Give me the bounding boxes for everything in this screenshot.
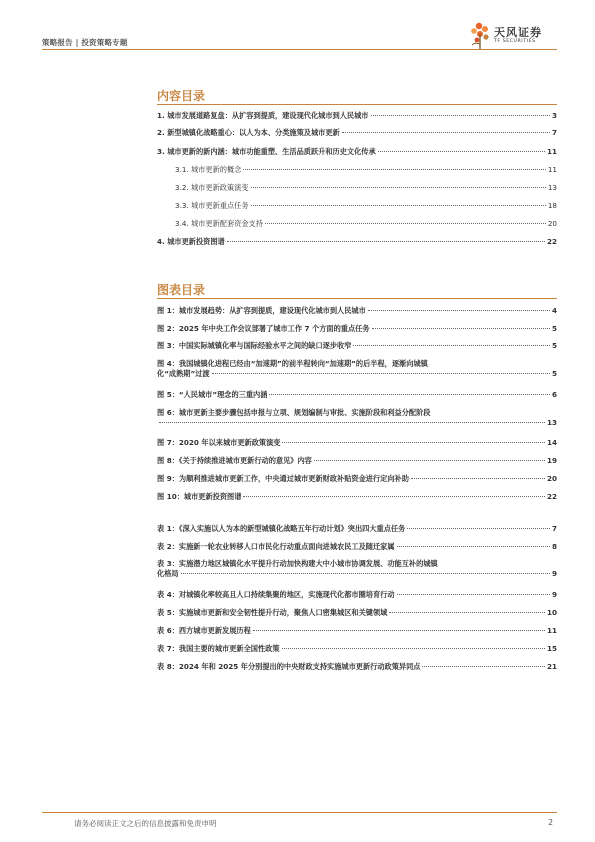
figure-entry[interactable] — [157, 456, 557, 466]
leader-dots — [253, 630, 545, 631]
table-label: 表 3：实施潜力地区城镇化水平提升行动加快构建大中小城市协调发展、功能互补的城镇 — [157, 559, 438, 568]
table-label: 表 2：实施新一轮农业转移人口市民化行动重点面向进城农民工及随迁家属 — [157, 542, 395, 551]
table-entry[interactable] — [157, 559, 557, 579]
table-page: 21 — [546, 662, 557, 671]
toc-item-label: 2. 新型城镇化战略重心：以人为本、分类施策及城市更新 — [157, 128, 340, 137]
leader-dots — [353, 345, 550, 346]
leader-dots — [368, 310, 550, 311]
figure-entry[interactable] — [157, 390, 557, 400]
leader-dots — [159, 422, 545, 423]
figure-label: 图 3：中国实际城镇化率与国际经验水平之间的缺口逐步收窄 — [157, 341, 352, 350]
figure-entry[interactable] — [157, 306, 557, 316]
leader-dots — [251, 187, 546, 188]
table-label: 表 8：2024 年和 2025 年分别提出的中央财政支持实施城市更新行动政策异同点 — [157, 662, 421, 671]
footer-divider — [42, 812, 557, 813]
table-label: 表 7：我国主要的城市更新全国性政策 — [157, 644, 280, 653]
leader-dots — [269, 394, 550, 395]
toc-subitem[interactable] — [175, 219, 557, 229]
toc-item-label: 3.2. 城市更新政策演变 — [175, 183, 249, 192]
table-entry[interactable] — [157, 644, 557, 654]
leader-dots — [251, 205, 546, 206]
table-page: 9 — [551, 569, 557, 578]
leader-dots — [371, 115, 550, 116]
table-page: 15 — [546, 644, 557, 653]
table-entry[interactable] — [157, 662, 557, 672]
leader-dots — [397, 594, 550, 595]
figure-label: 图 10：城市更新投资图谱 — [157, 492, 242, 501]
leader-dots — [282, 442, 545, 443]
leader-dots — [265, 223, 546, 224]
header-divider — [42, 49, 557, 50]
figure-page: 4 — [551, 306, 557, 315]
toc-item-label: 3.4. 城市更新配套资金支持 — [175, 219, 263, 228]
toc-item[interactable] — [157, 147, 557, 157]
leader-dots — [422, 666, 545, 667]
toc-item[interactable] — [157, 128, 557, 138]
table-entry[interactable] — [157, 608, 557, 618]
leader-dots — [314, 460, 545, 461]
figure-entry[interactable] — [157, 408, 557, 428]
footer-disclaimer: 请务必阅读正文之后的信息披露和免责申明 — [74, 819, 217, 828]
figure-label-cont: 化“成熟期”过渡 — [157, 369, 210, 378]
logo-subtext: TF SECURITIES — [494, 39, 536, 44]
figure-page: 5 — [551, 369, 557, 378]
table-page: 10 — [546, 608, 557, 617]
figure-page: 13 — [546, 418, 557, 427]
toc-item[interactable] — [157, 111, 557, 121]
figure-label: 图 4：我国城镇化进程已经由“加速期”的前半程转向“加速期”的后半程，逐渐向城镇 — [157, 359, 428, 368]
toc-item-label: 4. 城市更新投资图谱 — [157, 237, 225, 246]
toc-item-label: 3.3. 城市更新重点任务 — [175, 201, 249, 210]
table-label: 表 6：西方城市更新发展历程 — [157, 626, 251, 635]
report-category: 策略报告 | 投资策略专题 — [42, 38, 128, 47]
toc-item[interactable] — [157, 237, 557, 247]
toc-item-page: 13 — [547, 183, 557, 192]
figure-page: 14 — [546, 438, 557, 447]
table-page: 8 — [551, 542, 557, 551]
table-label: 表 1：《深入实施以人为本的新型城镇化战略五年行动计划》突出四大重点任务 — [157, 524, 406, 533]
leader-dots — [411, 478, 545, 479]
figure-entry[interactable] — [157, 341, 557, 351]
figure-page: 5 — [551, 324, 557, 333]
leader-dots — [407, 528, 550, 529]
table-page: 7 — [551, 524, 557, 533]
contents-title: 内容目录 — [157, 89, 206, 103]
figure-label: 图 5：“人民城市”理念的三重内涵 — [157, 390, 268, 399]
table-entry[interactable] — [157, 542, 557, 552]
leader-dots — [227, 241, 545, 242]
table-label: 表 5：实施城市更新和安全韧性提升行动，聚焦人口密集城区和关键领域 — [157, 608, 388, 617]
toc-item-page: 7 — [551, 128, 557, 137]
table-label-cont: 化格局 — [157, 569, 179, 578]
leader-dots — [378, 151, 545, 152]
figure-page: 5 — [551, 341, 557, 350]
leader-dots — [243, 169, 546, 170]
figures-title: 图表目录 — [157, 283, 206, 297]
figure-page: 6 — [551, 390, 557, 399]
page-number: 2 — [548, 818, 553, 827]
figure-label: 图 9：为顺利推进城市更新工作，中央通过城市更新财政补贴资金进行定向补助 — [157, 474, 409, 483]
figure-entry[interactable] — [157, 492, 557, 502]
figure-label: 图 2：2025 年中央工作会议部署了城市工作 7 个方面的重点任务 — [157, 324, 370, 333]
table-entry[interactable] — [157, 590, 557, 600]
figure-page: 22 — [546, 492, 557, 501]
contents-divider — [157, 104, 557, 105]
figure-entry[interactable] — [157, 359, 557, 379]
leader-dots — [212, 373, 550, 374]
toc-item-label: 1. 城市发展道路复盘：从扩容到提质，建设现代化城市到人民城市 — [157, 111, 369, 120]
figure-page: 19 — [546, 456, 557, 465]
flower-icon — [471, 23, 488, 50]
figure-label: 图 1：城市发展趋势：从扩容到提质，建设现代化城市到人民城市 — [157, 306, 366, 315]
figure-entry[interactable] — [157, 438, 557, 448]
toc-subitem[interactable] — [175, 201, 557, 211]
leader-dots — [342, 132, 550, 133]
figure-label: 图 6：城市更新主要步骤包括申报与立项、规划编制与审批、实施阶段和利益分配阶段 — [157, 408, 431, 417]
table-entry[interactable] — [157, 626, 557, 636]
toc-item-page: 3 — [551, 111, 557, 120]
toc-item-page: 11 — [547, 165, 557, 174]
toc-item-page: 22 — [546, 237, 557, 246]
leader-dots — [282, 648, 545, 649]
leader-dots — [397, 546, 550, 547]
toc-item-label: 3.1. 城市更新的概念 — [175, 165, 242, 174]
logo-text: 天风证券 — [494, 26, 542, 39]
toc-item-page: 20 — [547, 219, 557, 228]
toc-item-page: 11 — [546, 147, 557, 156]
toc-subitem[interactable] — [175, 183, 557, 193]
figure-label: 图 8：《关于持续推进城市更新行动的意见》内容 — [157, 456, 312, 465]
toc-item-page: 18 — [547, 201, 557, 210]
figure-entry[interactable] — [157, 474, 557, 484]
table-label: 表 4：对城镇化率较高且人口持续集聚的地区，实施现代化都市圈培育行动 — [157, 590, 395, 599]
table-page: 9 — [551, 590, 557, 599]
table-entry[interactable] — [157, 524, 557, 534]
toc-item-label: 3. 城市更新的新内涵：城市功能重塑、生活品质跃升和历史文化传承 — [157, 147, 376, 156]
figure-entry[interactable] — [157, 324, 557, 334]
toc-subitem[interactable] — [175, 165, 557, 175]
leader-dots — [372, 328, 550, 329]
leader-dots — [243, 496, 545, 497]
figure-page: 20 — [546, 474, 557, 483]
figures-divider — [157, 298, 557, 299]
leader-dots — [389, 612, 545, 613]
table-page: 11 — [546, 626, 557, 635]
leader-dots — [181, 573, 550, 574]
figure-label: 图 7：2020 年以来城市更新政策演变 — [157, 438, 281, 447]
